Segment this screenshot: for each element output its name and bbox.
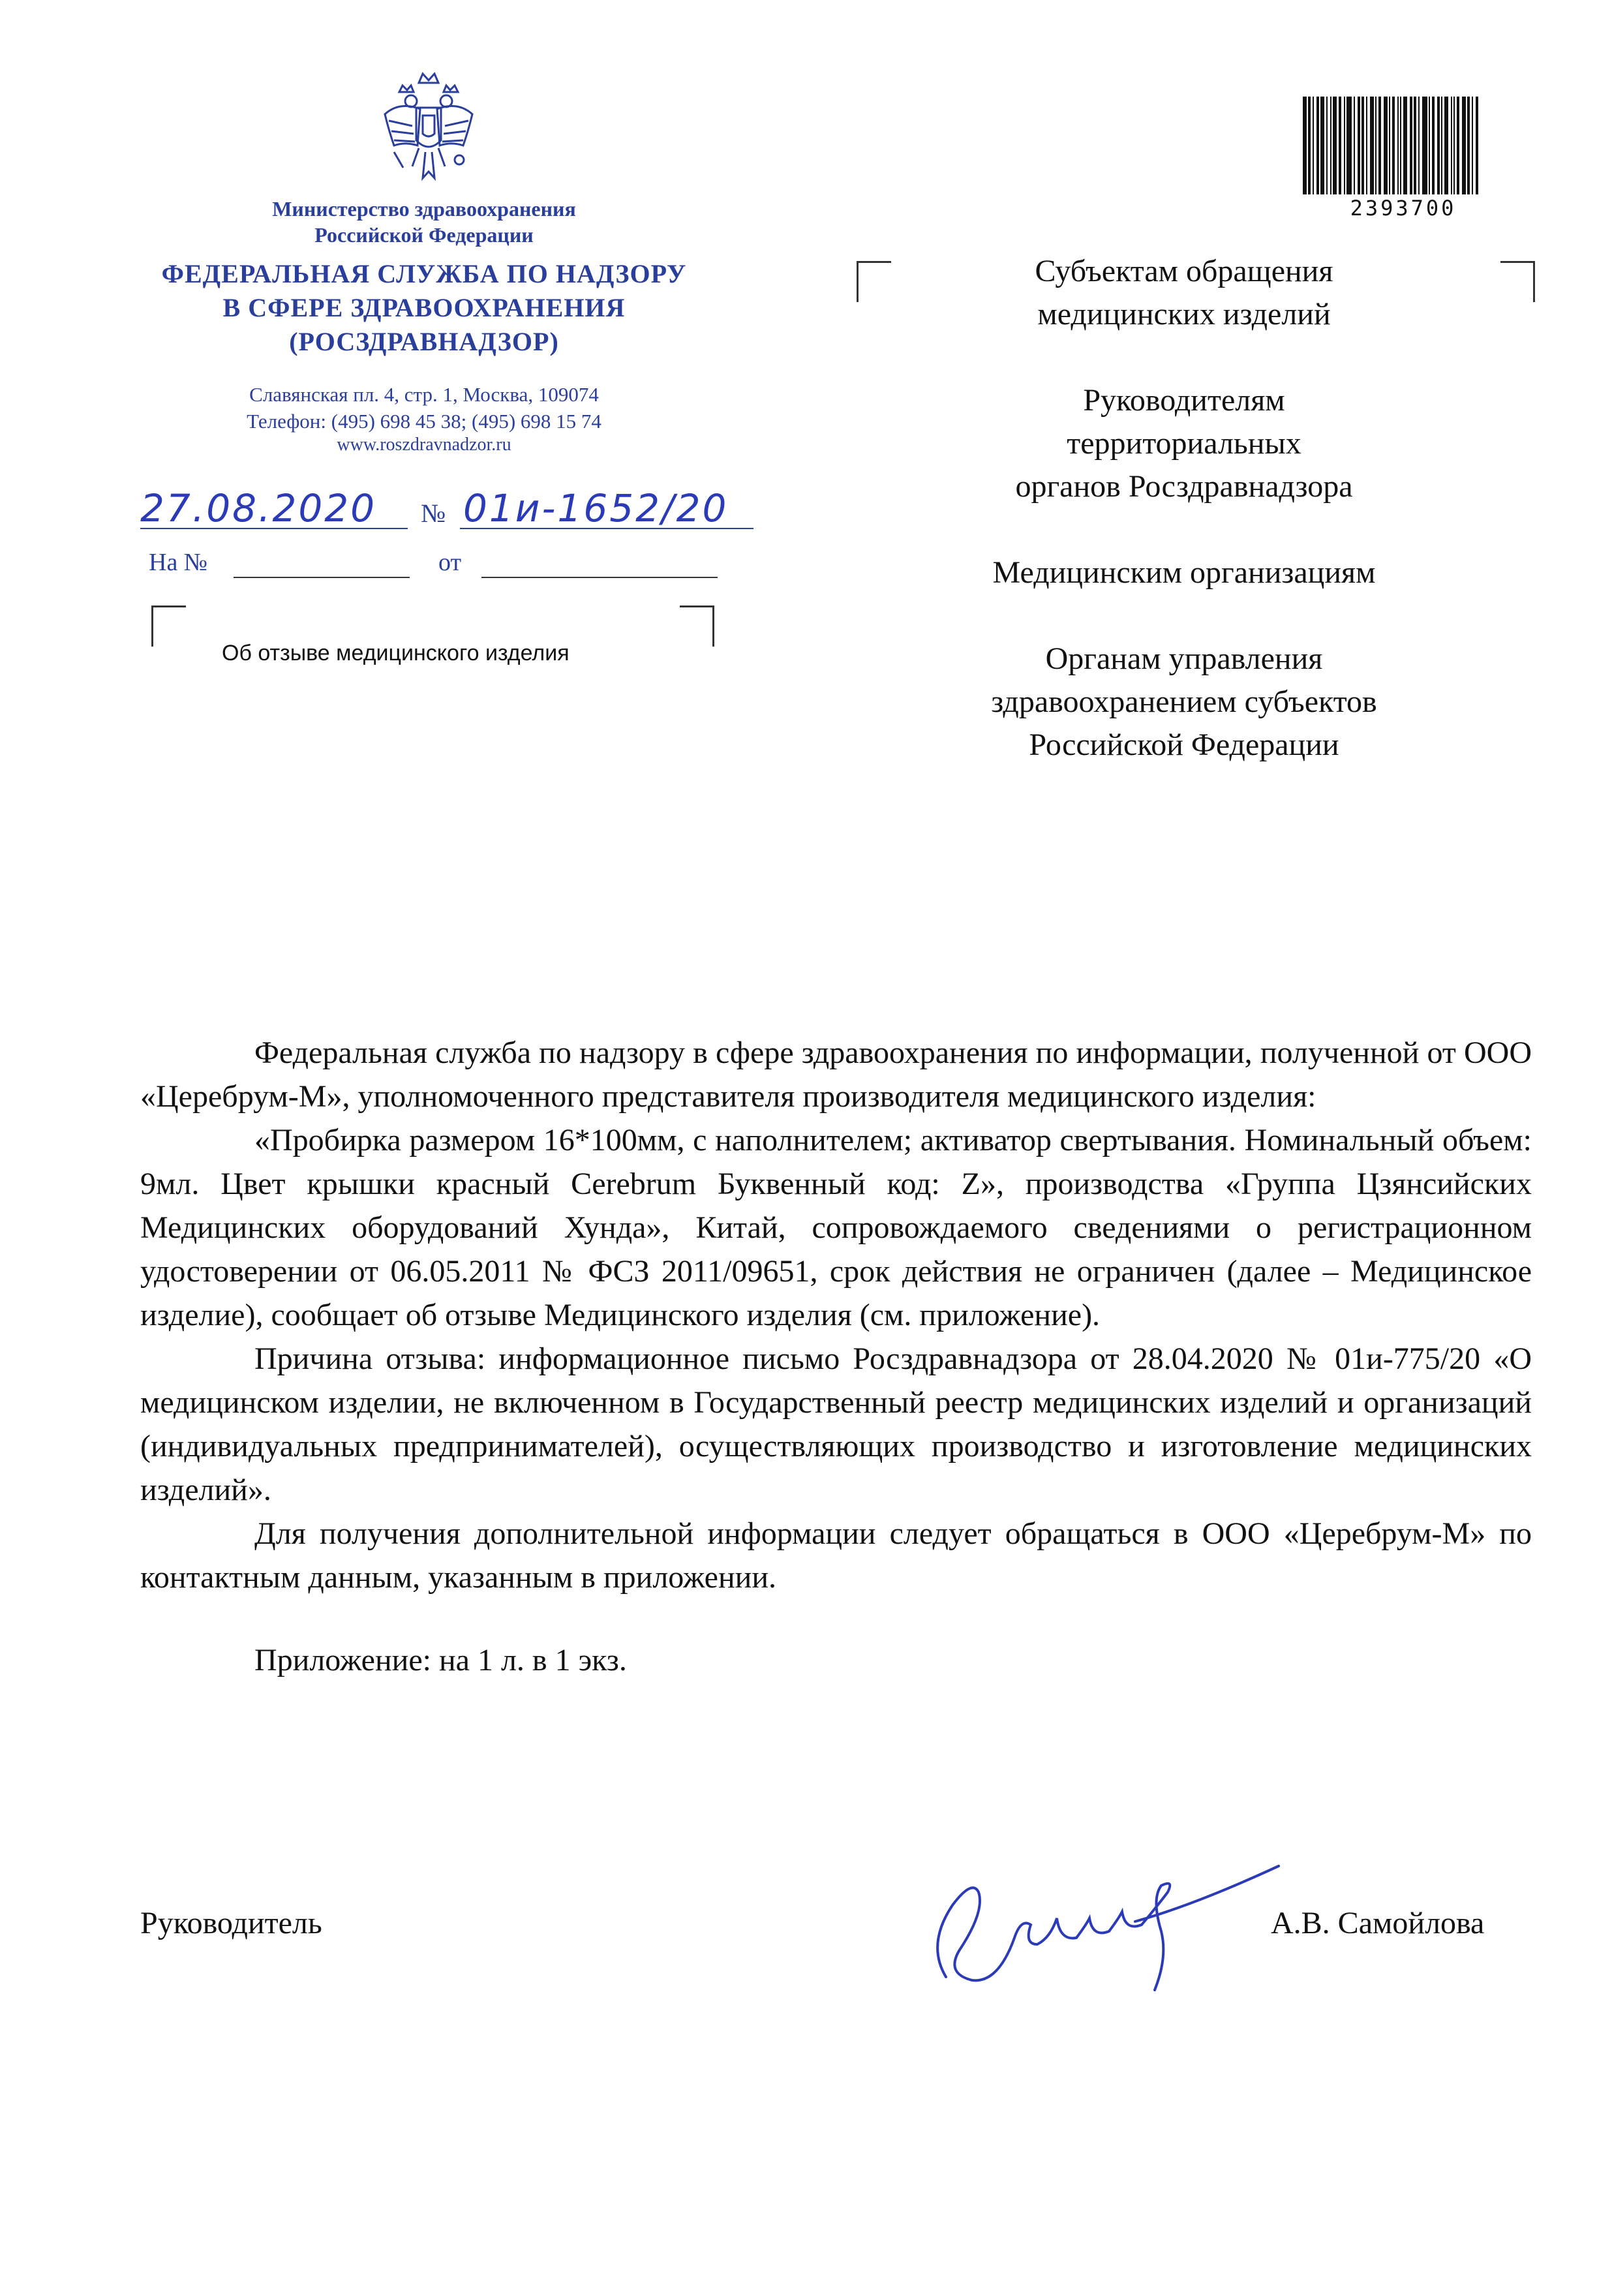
barcode-bar	[1308, 97, 1311, 194]
barcode-bar	[1339, 97, 1341, 194]
barcode-bar	[1462, 97, 1466, 194]
barcode-bar	[1410, 97, 1412, 194]
date-underline	[140, 528, 408, 529]
barcode-bar	[1344, 97, 1345, 194]
barcode-bar	[1330, 97, 1331, 194]
reference-line	[149, 548, 723, 581]
barcode-bar	[1375, 97, 1376, 194]
ministry-line-2: Российской Федерации	[314, 223, 534, 247]
barcode-bar	[1441, 97, 1442, 194]
recipient-corner-left	[857, 261, 891, 302]
recipient-group-1	[904, 250, 1465, 336]
reference-date-blank	[481, 577, 718, 578]
barcode-bar	[1414, 97, 1416, 194]
barcode-bar	[1437, 97, 1440, 194]
registration-number: 01и-1652/20	[463, 486, 729, 530]
barcode-bar	[1467, 97, 1470, 194]
recipient-line: Органам управления	[1045, 641, 1323, 676]
barcode-bar	[1472, 97, 1473, 194]
registration-date: 27.08.2020	[140, 486, 377, 530]
barcode-bar	[1358, 97, 1360, 194]
recipient-group-3	[904, 551, 1465, 594]
barcode-bar	[1432, 97, 1435, 194]
barcode-bar	[1422, 97, 1427, 194]
registration-line	[140, 486, 832, 532]
service-line-3: (РОСЗДРАВНАДЗОР)	[289, 327, 559, 356]
barcode-bar	[1400, 97, 1401, 194]
recipient-line: Российской Федерации	[1029, 727, 1339, 762]
registration-number-sign: №	[421, 498, 446, 528]
body-paragraph: Для получения дополнительной информации следует обращаться в ООО «Церебрум-М» по контактным данным, указанным в приложении.	[140, 1516, 1532, 1595]
phone-line: Телефон: (495) 698 45 38; (495) 698 15 74	[247, 410, 601, 433]
barcode-bar	[1403, 97, 1407, 194]
website-line: www.roszdravnadzor.ru	[337, 435, 511, 455]
recipient-line: органов Росздравнадзора	[1015, 469, 1353, 504]
recipient-group-4	[904, 637, 1465, 767]
signatory-position: Руководитель	[140, 1906, 322, 1940]
body-paragraph: Федеральная служба по надзору в сфере здравоохранения по информации, полученной от ООО «Церебрум-М», уполномоченного представителя производителя медицинского изделия:	[140, 1035, 1532, 1114]
barcode-bar	[1389, 97, 1390, 194]
barcode-bar	[1418, 97, 1420, 194]
emblem	[380, 69, 478, 186]
reference-number-blank	[234, 577, 410, 578]
recipient-line: Руководителям	[1083, 383, 1285, 418]
barcode-bar	[1354, 97, 1355, 194]
barcode-bar	[1378, 97, 1381, 194]
barcode-bar	[1313, 97, 1314, 194]
recipient-line: здравоохранением субъектов	[991, 684, 1377, 719]
signatory-name: А.В. Самойлова	[1271, 1906, 1485, 1940]
barcode-bar	[1346, 97, 1352, 194]
barcode-bar	[1444, 97, 1448, 194]
subject-text: Об отзыве медицинского изделия	[222, 641, 570, 666]
barcode-number: 2393700	[1350, 196, 1457, 221]
russian-coat-of-arms-icon	[380, 69, 478, 186]
reference-number-label: На №	[149, 549, 208, 576]
barcode-bar	[1303, 97, 1307, 194]
recipient-list	[904, 250, 1465, 767]
address-line: Славянская пл. 4, стр. 1, Москва, 109074	[249, 383, 599, 406]
recipient-line: территориальных	[1067, 426, 1301, 461]
barcode-bar	[1397, 97, 1399, 194]
barcode-bar	[1476, 97, 1478, 194]
attachment-note: Приложение: на 1 л. в 1 экз.	[254, 1643, 627, 1677]
barcode-bar	[1392, 97, 1395, 194]
barcode-bar	[1316, 97, 1319, 194]
barcode-bar	[1320, 97, 1324, 194]
barcode-bar	[1333, 97, 1337, 194]
service-line-1: ФЕДЕРАЛЬНАЯ СЛУЖБА ПО НАДЗОРУ	[161, 259, 687, 288]
issuer-header	[124, 196, 724, 455]
ministry-line-1: Министерство здравоохранения	[272, 197, 576, 221]
subject-corner-left	[151, 605, 186, 647]
recipient-group-2	[904, 379, 1465, 508]
number-underline	[460, 528, 753, 529]
letter-body	[140, 1031, 1532, 1682]
barcode-bar	[1429, 97, 1430, 194]
barcode-bar	[1384, 97, 1388, 194]
barcode-bar	[1457, 97, 1459, 194]
barcode-bar	[1370, 97, 1374, 194]
barcode-bars	[1303, 97, 1504, 194]
barcode-bar	[1326, 97, 1328, 194]
service-line-2: В СФЕРЕ ЗДРАВООХРАНЕНИЯ	[222, 293, 626, 322]
barcode-bar	[1453, 97, 1455, 194]
recipient-line: Медицинским организациям	[992, 555, 1376, 590]
barcode-bar	[1366, 97, 1367, 194]
barcode	[1303, 97, 1504, 221]
barcode-bar	[1451, 97, 1452, 194]
subject-corner-right	[680, 605, 714, 647]
recipient-corner-right	[1500, 261, 1535, 302]
body-paragraph: «Пробирка размером 16*100мм, с наполнителем; активатор свертывания. Номинальный объем: 9мл. Цвет крышки красный Cerebrum Буквенный код: Z», производства «Группа Цзянсийских Медицинских оборудований Хунда», Китай, сопровождаемого сведениями о регистрационном удостоверении от 06.05.2011 № ФСЗ 2011/09651, срок действия не ограничен (далее – Медицинское изделие), сообщает об отзыве Медицинского изделия (см. приложение).	[140, 1123, 1532, 1332]
barcode-bar	[1361, 97, 1364, 194]
body-paragraph: Причина отзыва: информационное письмо Росздравнадзора от 28.04.2020 № 01и-775/20 «О медицинском изделии, не включенном в Государственный реестр медицинских изделий и организаций (индивидуальных предпринимателей), осуществляющих производство и изготовление медицинских изделий».	[140, 1341, 1532, 1507]
reference-from-label: от	[438, 549, 462, 576]
recipient-line: Субъектам обращения	[1035, 254, 1333, 288]
recipient-line: медицинских изделий	[1037, 297, 1331, 331]
handwritten-signature	[900, 1827, 1292, 2010]
